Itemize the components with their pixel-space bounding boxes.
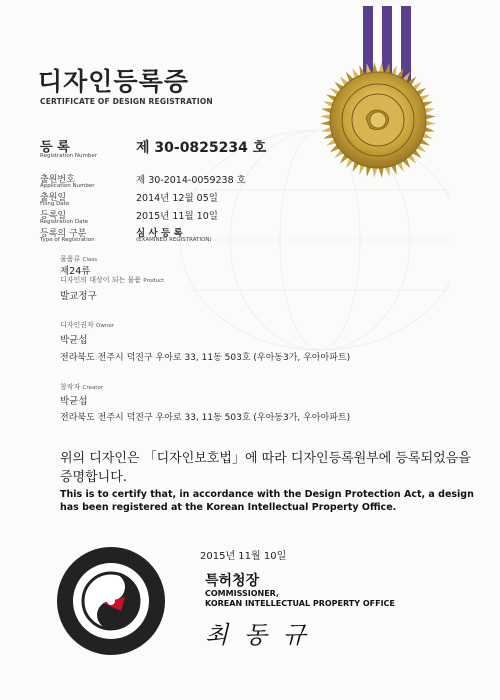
class-value: 제24류 <box>60 266 91 277</box>
owner-address: 전라북도 전주시 덕진구 우아로 33, 11동 503호 (우아동3가, 우아아파트) <box>60 353 351 363</box>
owner-label-en: Owner <box>96 323 115 329</box>
owner-name: 박균섭 <box>60 335 88 346</box>
creator-label-en: Creator <box>82 385 104 391</box>
registration-number-label-en: Registration Number <box>40 153 98 159</box>
product-label-en: Product <box>143 278 165 284</box>
filing-date-label-en: Filing Date <box>40 201 70 207</box>
creator-name: 박균섭 <box>60 396 88 407</box>
class-label-en: Class <box>82 257 98 263</box>
registration-type-label-en: Type of Registration <box>40 237 95 243</box>
commissioner-title-en-2: KOREAN INTELLECTUAL PROPERTY OFFICE <box>205 599 395 608</box>
product-label-ko: 디자인의 대상이 되는 물품 <box>60 276 142 284</box>
filing-date-label: 출원일 <box>40 193 67 203</box>
commissioner-title-ko: 특허청장 <box>205 573 260 589</box>
creator-label-ko: 창작자 <box>60 383 81 391</box>
statement-en-line2: has been registered at the Korean Intellectual Property Office. <box>60 502 397 513</box>
registration-type-value-en: (EXAMINED REGISTRATION) <box>136 237 212 243</box>
product-value: 발교정구 <box>60 291 97 302</box>
registration-date-value: 2015년 11월 10일 <box>136 211 218 222</box>
filing-date-value: 2014년 12월 05일 <box>136 193 218 204</box>
certificate-subtitle: CERTIFICATE OF DESIGN REGISTRATION <box>40 97 213 106</box>
class-label-ko: 물품류 <box>60 255 81 263</box>
kipo-seal-icon <box>55 545 167 657</box>
commissioner-title-en-1: COMMISSIONER, <box>205 589 280 598</box>
certificate-title: 디자인등록증 <box>38 67 189 96</box>
registration-type-value: 심 사 등 록 <box>136 228 183 239</box>
commissioner-signature: 최 동 규 <box>205 621 310 649</box>
application-number-label: 출원번호 <box>40 175 75 185</box>
registration-type-label: 등록의 구분 <box>40 229 87 239</box>
statement-ko-line2: 증명합니다. <box>60 470 127 485</box>
registration-date-label-en: Registration Date <box>40 219 89 225</box>
statement-ko-line1: 위의 디자인은 「디자인보호법」에 따라 디자인등록원부에 등록되었음을 <box>60 451 471 466</box>
application-number-value: 제 30-2014-0059238 호 <box>136 175 246 186</box>
owner-label-ko: 디자인권자 <box>60 321 94 329</box>
registration-date-label: 등록일 <box>40 211 67 221</box>
product-label <box>60 275 164 285</box>
application-number-label-en: Application Number <box>40 183 95 189</box>
creator-label <box>60 382 103 392</box>
registration-number-value: 제 30-0825234 호 <box>136 140 267 156</box>
gold-seal-icon <box>318 60 438 180</box>
creator-address: 전라북도 전주시 덕진구 우아로 33, 11동 503호 (우아동3가, 우아아파트) <box>60 413 351 423</box>
registration-number-label: 등 록 <box>40 140 70 155</box>
owner-label <box>60 320 114 330</box>
statement-en-line1: This is to certify that, in accordance with the Design Protection Act, a design <box>60 489 474 500</box>
issue-date: 2015년 11월 10일 <box>200 551 287 562</box>
